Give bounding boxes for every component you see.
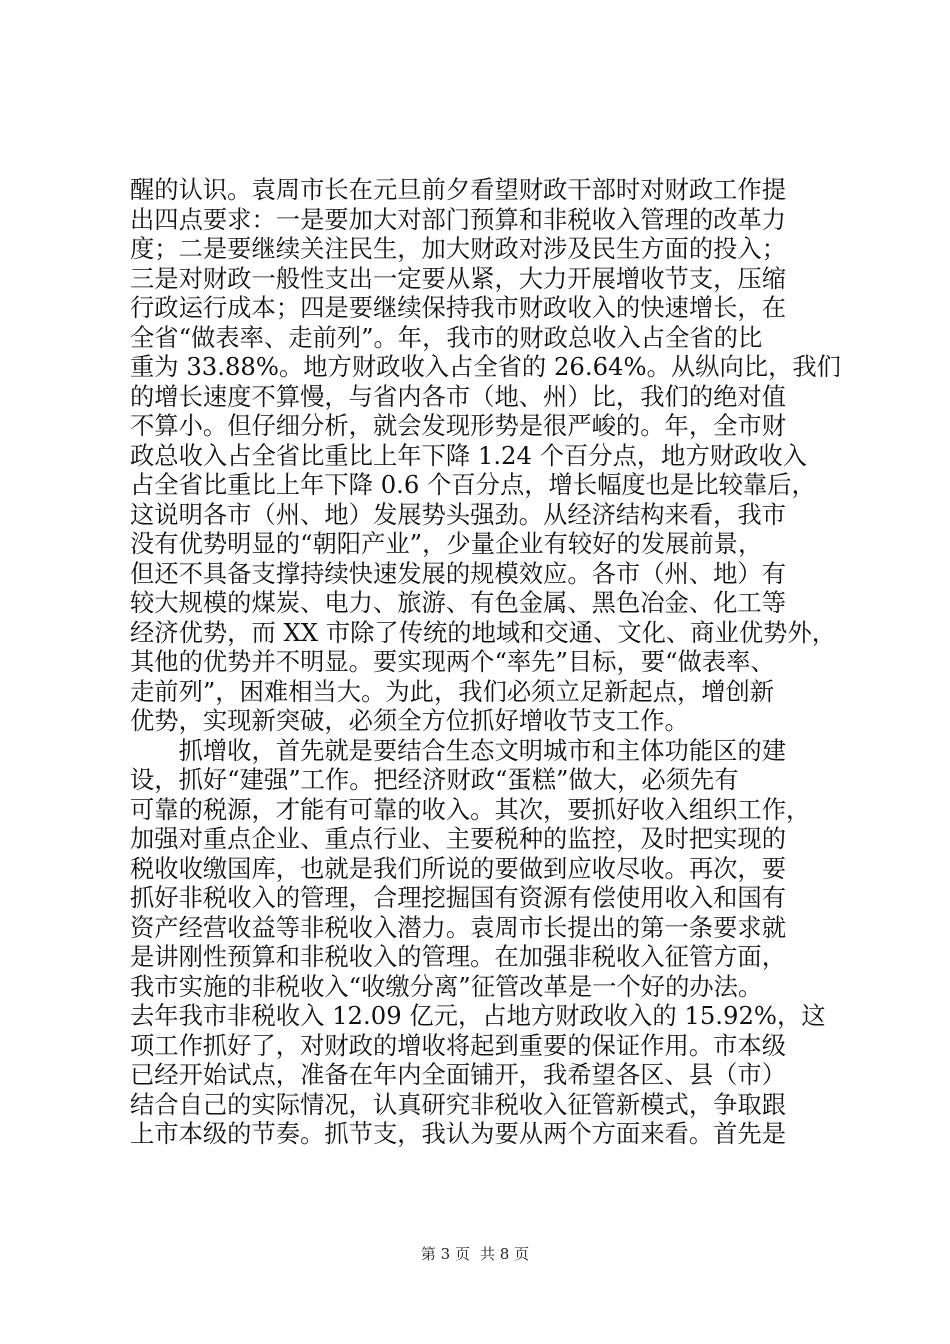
text-line: 项工作抓好了，对财政的增收将起到重要的保证作用。市本级 bbox=[130, 1030, 787, 1060]
text-line: 不算小。但仔细分析，就会发现形势是很严峻的。年，全市财 bbox=[130, 411, 787, 440]
text-line: 占全省比重比上年下降 0.6 个百分点，增长幅度也是比较靠后， bbox=[130, 470, 816, 499]
text-line: 我市实施的非税收入“收缴分离”征管改革是一个好的办法。 bbox=[130, 971, 763, 1001]
text-line: 没有优势明显的“朝阳产业”，少量企业有较好的发展前景， bbox=[130, 529, 763, 558]
text-line: 上市本级的节奏。抓节支，我认为要从两个方面来看。首先是 bbox=[130, 1119, 787, 1148]
text-line: 其他的优势并不明显。要实现两个“率先”目标，要“做表率、 bbox=[130, 647, 775, 676]
page-footer bbox=[0, 1243, 950, 1264]
text-line: 政总收入占全省比重比上年下降 1.24 个百分点，地方财政收入 bbox=[130, 440, 807, 470]
text-line: 资产经营收益等非税收入潜力。袁周市长提出的第一条要求就 bbox=[130, 912, 787, 942]
text-line: 加强对重点企业、重点行业、主要税种的监控，及时把实现的 bbox=[130, 824, 787, 853]
page-number: 第 3 页 bbox=[420, 1245, 470, 1263]
text-line: 行政运行成本；四是要继续保持我市财政收入的快速增长，在 bbox=[130, 293, 787, 322]
text-line: 重为 33.88%。地方财政收入占全省的 26.64%。从纵向比，我们 bbox=[130, 352, 841, 381]
text-line: 去年我市非税收入 12.09 亿元，占地方财政收入的 15.92%，这 bbox=[130, 1001, 826, 1030]
text-line: 抓增收，首先就是要结合生态文明城市和主体功能区的建 bbox=[130, 735, 787, 765]
text-line: 设，抓好“建强”工作。把经济财政“蛋糕”做大，必须先有 bbox=[130, 765, 739, 794]
text-line: 抓好非税收入的管理，合理挖掘国有资源有偿使用收入和国有 bbox=[130, 883, 787, 912]
text-line: 经济优势，而 XX 市除了传统的地域和交通、文化、商业优势外， bbox=[130, 617, 837, 647]
text-line: 较大规模的煤炭、电力、旅游、有色金属、黑色冶金、化工等 bbox=[130, 588, 787, 617]
text-line: 结合自己的实际情况，认真研究非税收入征管新模式，争取跟 bbox=[130, 1089, 787, 1119]
text-line: 税收收缴国库，也就是我们所说的要做到应收尽收。再次，要 bbox=[130, 853, 787, 883]
text-line: 的增长速度不算慢，与省内各市（地、州）比，我们的绝对值 bbox=[130, 381, 787, 411]
text-line: 三是对财政一般性支出一定要从紧，大力开展增收节支，压缩 bbox=[130, 263, 787, 293]
body-text bbox=[130, 175, 841, 1149]
text-line: 是讲刚性预算和非税收入的管理。在加强非税收入征管方面， bbox=[130, 942, 787, 971]
text-line: 这说明各市（州、地）发展势头强劲。从经济结构来看，我市 bbox=[130, 499, 787, 529]
text-line: 已经开始试点，准备在年内全面铺开，我希望各区、县（市） bbox=[130, 1060, 787, 1089]
text-line: 走前列”，困难相当大。为此，我们必须立足新起点，增创新 bbox=[130, 676, 775, 706]
text-line: 但还不具备支撑持续快速发展的规模效应。各市（州、地）有 bbox=[130, 558, 787, 588]
text-line: 优势，实现新突破，必须全方位抓好增收节支工作。 bbox=[130, 706, 689, 735]
text-line: 全省“做表率、走前列”。年，我市的财政总收入占全省的比 bbox=[130, 322, 763, 352]
text-line: 度；二是要继续关注民生，加大财政对涉及民生方面的投入； bbox=[130, 234, 787, 263]
page-total: 共 8 页 bbox=[480, 1245, 530, 1263]
text-line: 出四点要求：一是要加大对部门预算和非税收入管理的改革力 bbox=[130, 204, 787, 234]
text-line: 醒的认识。袁周市长在元旦前夕看望财政干部时对财政工作提 bbox=[130, 175, 787, 204]
text-line: 可靠的税源，才能有可靠的收入。其次，要抓好收入组织工作， bbox=[130, 794, 811, 824]
